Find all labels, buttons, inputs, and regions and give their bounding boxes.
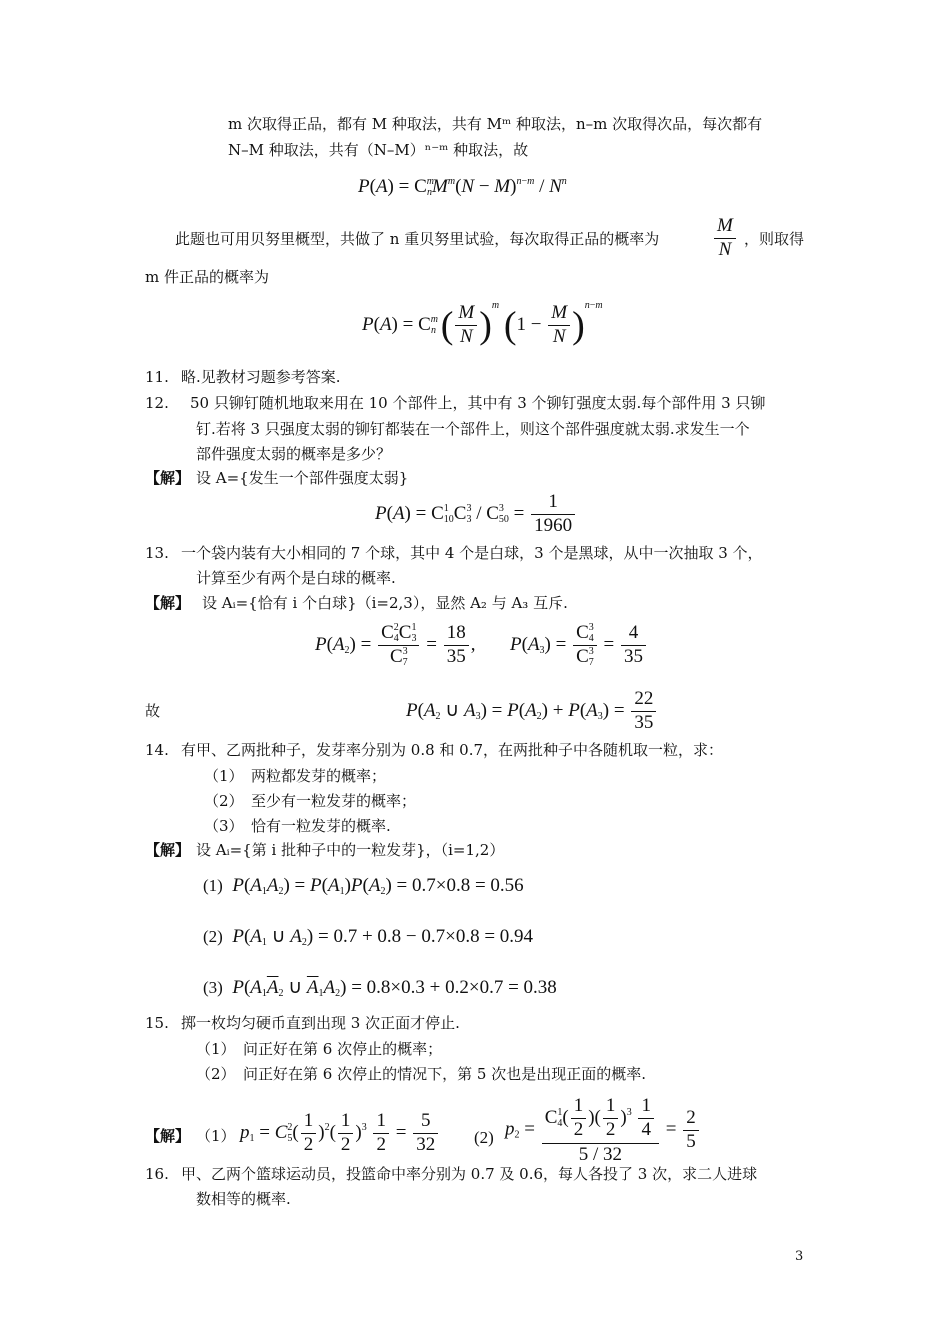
p16-line2: 数相等的概率. — [196, 1190, 291, 1208]
p14-solution-text: 设 Aᵢ={第 i 批种子中的一粒发芽}，（i=1,2） — [196, 841, 505, 859]
p13-solution-text: 设 Aᵢ={恰有 i 个白球}（i=2,3），显然 A₂ 与 A₃ 互斥. — [202, 594, 568, 612]
p10-alt-text-b: ，则取得 — [744, 230, 805, 248]
p14-item-2: （2） 至少有一粒发芽的概率； — [204, 792, 417, 810]
p16-num: 16. — [145, 1165, 169, 1183]
p13-line1: 一个袋内装有大小相同的 7 个球，其中 4 个是白球，3 个是黑球，从中一次抽取 3 个， — [181, 544, 763, 562]
p16-line1: 甲、乙两个篮球运动员，投篮命中率分别为 0.7 及 0.6，每人各投了 3 次，求二人进球 — [181, 1165, 758, 1183]
p15-formula-1: $p_1 = C^2_5$( $\frac{1}{2}$ )$^2$( $\frac{1}{2}$ )$^3$ $\frac{1}{2}$ = $\frac{5}{32}$ — [240, 1110, 440, 1157]
p15-solution-label: 【解】 — [145, 1127, 191, 1145]
p12-line2: 钉.若将 3 只强度太弱的铆钉都装在一个部件上，则这个部件强度就太弱.求发生一个 — [196, 420, 750, 438]
p13-num: 13. — [145, 544, 169, 562]
p14-item-1: （1） 两粒都发芽的概率； — [204, 767, 387, 785]
p15-part1-label: （1） — [196, 1127, 236, 1145]
p15-item-1: （1） 问正好在第 6 次停止的概率； — [196, 1040, 443, 1058]
p15-formula-2: $p_2$ = $C^1_4$( $\frac{1}{2}$ )( $\frac{1}{2}$ )$^3$ $\frac{1}{4}$ 5 / 32 = $\frac{2}{5}$ — [505, 1094, 701, 1167]
p13-so: 故 — [145, 702, 161, 720]
p13-formula-a: $P(A_2)$ = $\frac{C^2_4C^1_3}{C^3_7}$ = $\frac{18}{35}$ , — [315, 622, 476, 668]
p13-solution-label: 【解】 — [145, 594, 191, 612]
p12-solution-label: 【解】 — [145, 469, 191, 487]
p15-part2-label: (2) — [474, 1128, 494, 1147]
p15-text: 掷一枚均匀硬币直到出现 3 次正面才停止. — [181, 1014, 460, 1032]
p11-num: 11. — [145, 368, 169, 386]
p15-item-2: （2） 问正好在第 6 次停止的情况下，第 5 次也是出现正面的概率. — [196, 1065, 646, 1083]
p10-formula2: $P(A) = C^m_n$ ( $\frac{M}{N}$ )$^m$ (1 − $\frac{M}{N}$ )$^{n-m}$ — [362, 299, 603, 347]
p12-solution-text: 设 A={发生一个部件强度太弱} — [196, 469, 409, 487]
p12-line1: 50 只铆钉随机地取来用在 10 个部件上，其中有 3 个铆钉强度太弱.每个部件用 3 只铆 — [190, 394, 766, 412]
p10-line2: N–M 种取法，共有（N–M）ⁿ⁻ᵐ 种取法，故 — [228, 141, 529, 159]
p14-num: 14. — [145, 741, 169, 759]
p13-formula-b: $P(A_3)$ = $\frac{C^3_4}{C^3_7}$ = $\frac{4}{35}$ — [510, 622, 648, 669]
p12-formula: $P(A) = C^1_{10}C^3_3 / C^3_{50}$ = $\frac{1}{1960}$ — [375, 491, 577, 538]
p10-alt-text-c: m 件正品的概率为 — [145, 268, 269, 286]
page-number: 3 — [795, 1249, 804, 1264]
p15-num: 15. — [145, 1014, 169, 1032]
p10-line1: m 次取得正品，都有 M 种取法，共有 Mᵐ 种取法，n–m 次取得次品，每次都有 — [228, 115, 763, 133]
p14-formula-3: (3) $P(A_1\overline{A}_2$ ∪ $\overline{A}_1A_2) = 0.8\times 0.3 + 0.2\times 0.7 = 0.38$ — [203, 977, 557, 999]
p14-solution-label: 【解】 — [145, 841, 191, 859]
p10-alt-frac: $\frac{M}{N}$ — [712, 215, 738, 262]
p12-line3: 部件强度太弱的概率是多少？ — [196, 445, 392, 463]
p14-item-3: （3） 恰有一粒发芽的概率. — [204, 817, 391, 835]
p13-formula-c: $P(A_2$ ∪ $A_3) = P(A_2) + P(A_3)$ = $\frac{22}{35}$ — [406, 688, 658, 735]
p13-line2: 计算至少有两个是白球的概率. — [196, 569, 396, 587]
p14-formula-2: (2) $P(A_1$ ∪ $A_2) = 0.7 + 0.8 - 0.7\times 0.8 = 0.94$ — [203, 926, 534, 948]
p12-num: 12. — [145, 394, 169, 412]
p11-text: 略.见教材习题参考答案. — [181, 368, 341, 386]
p14-text: 有甲、乙两批种子，发芽率分别为 0.8 和 0.7，在两批种子中各随机取一粒，求： — [181, 741, 724, 759]
p10-formula1: $P(A) = C^m_nM^m(N - M)^{n-m} / N^n$ — [358, 176, 567, 198]
p14-formula-1: (1) $P(A_1A_2) = P(A_1)P(A_2) = 0.7\times 0.8 = 0.56$ — [203, 875, 524, 897]
p10-alt-text-a: 此题也可用贝努里概型，共做了 n 重贝努里试验，每次取得正品的概率为 — [175, 230, 660, 248]
